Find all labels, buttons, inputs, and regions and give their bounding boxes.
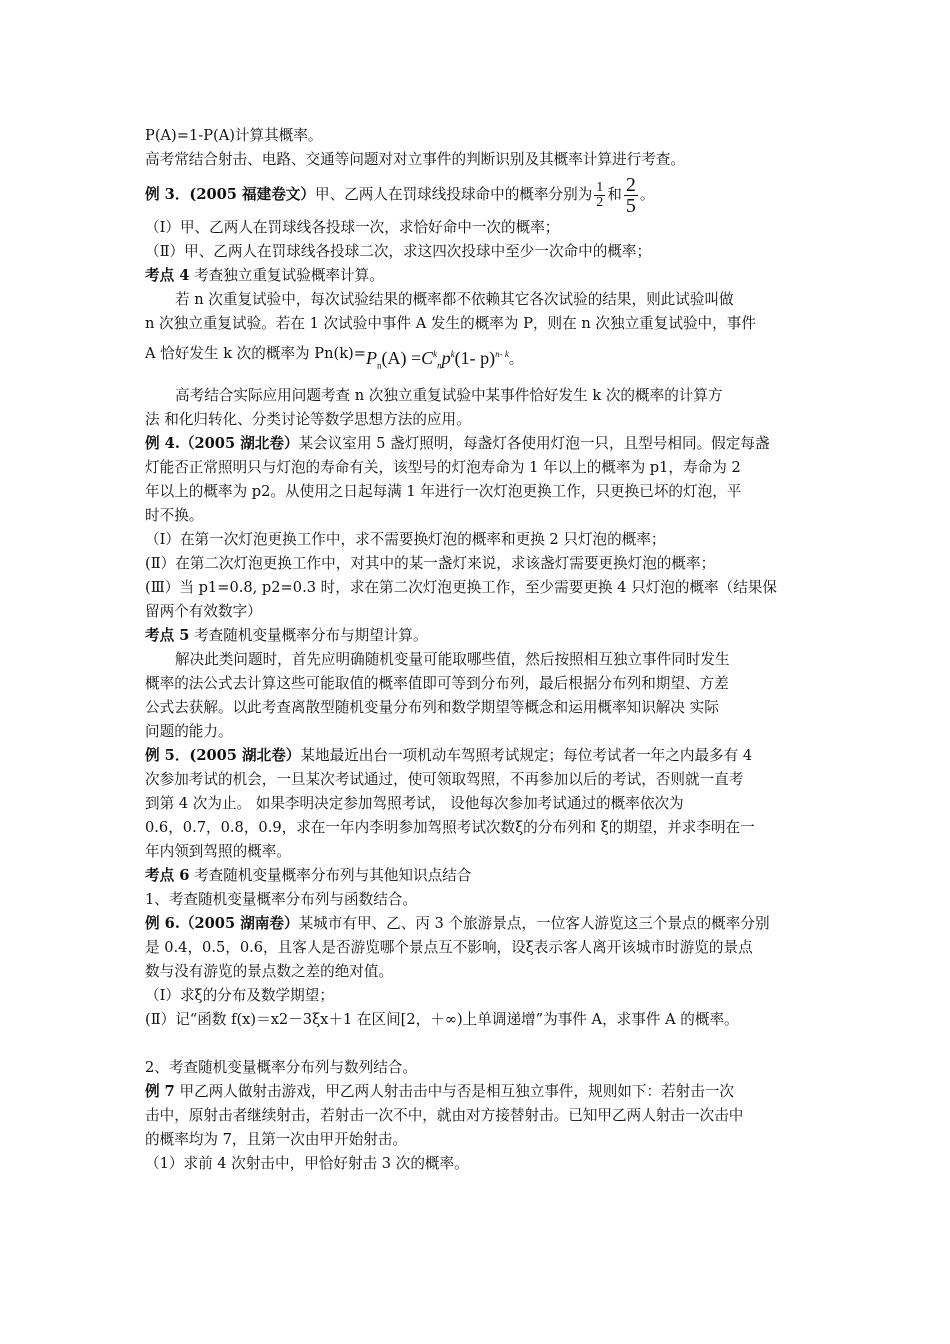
section-title: 考查独立重复试验概率计算。 (189, 267, 384, 284)
example-text: 某城市有甲、乙、丙 3 个旅游景点，一位客人游览这三个景点的概率分别 (298, 915, 770, 932)
text-line: 击中，原射击者继续射击，若射击一次不中，就由对方接替射击。已知甲乙两人射击一次击中 (145, 1107, 744, 1124)
question-line: （Ⅰ）求ξ的分布及数学期望； (145, 987, 334, 1004)
period-text: 。 (639, 186, 655, 203)
text-line: 留两个有效数字） (145, 603, 262, 620)
fraction-denominator: 2 (596, 194, 604, 210)
example-text: 甲乙两人做射击游戏，甲乙两人射击击中与否是相互独立事件，规则如下：若射击一次 (174, 1083, 735, 1100)
subsection-line: 1、考查随机变量概率分布列与函数结合。 (145, 891, 417, 908)
and-text: 和 (607, 186, 622, 203)
question-line: （Ⅱ）甲、乙两人在罚球线各投球二次，求这四次投球中至少一次命中的概率； (145, 243, 652, 260)
example-text: 某会议室用 5 盏灯照明，每盏灯各使用灯泡一只，且型号相同。假定每盏 (298, 435, 770, 452)
text-line: 的概率均为 7，且第一次由甲开始射击。 (145, 1131, 408, 1148)
formula-symbol: P (365, 348, 377, 368)
formula-symbol: (1- p) (454, 348, 496, 368)
subsection-line: 2、考查随机变量概率分布列与数列结合。 (145, 1059, 417, 1076)
question-line: (Ⅱ）记“函数 f(x)＝x2－3ξx＋1 在区间[2，＋∞)上单调递增”为事件 A，求事件 A 的概率。 (145, 1011, 739, 1028)
text-line: 问题的能力。 (145, 723, 233, 740)
example-text: 甲、乙两人在罚球线投球命中的概率分别为 (315, 186, 593, 203)
example-6-heading (145, 912, 815, 936)
formula-symbol: (A) = (381, 348, 422, 368)
fraction-numerator: 1 (596, 179, 604, 195)
section-label: 考点 6 (145, 867, 190, 884)
section-label: 考点 4 (145, 267, 190, 284)
example-5-heading (145, 744, 815, 768)
example-3-heading (145, 174, 815, 216)
formula-lead: A 恰好发生 k 次的概率为 Pn(k)= (145, 345, 366, 362)
formula-symbol: k (450, 349, 455, 359)
example-7-heading (145, 1080, 815, 1104)
section-title: 考查随机变量概率分布列与其他知识点结合 (189, 867, 472, 884)
section-label: 考点 5 (145, 627, 190, 644)
example-label: 例 7 (145, 1083, 175, 1100)
text-line: 时不换。 (145, 507, 204, 524)
formula-symbol: n (437, 360, 442, 371)
text-line: n 次独立重复试验。若在 1 次试验中事件 A 发生的概率为 P，则在 n 次独立重复试验中，事件 (145, 315, 756, 332)
text-line: 概率的法公式去计算这些可能取值的概率值即可等到分布列，最后根据分布列和期望、方差 (145, 675, 729, 692)
example-label: 例 6.（2005 湖南卷） (145, 915, 299, 932)
formula-symbol: k (433, 349, 438, 359)
text-line: 年内领到驾照的概率。 (145, 843, 291, 860)
formula-symbol: n- k (495, 349, 509, 359)
text-line: 若 n 次重复试验中，每次试验结果的概率都不依赖其它各次试验的结果，则此试验叫做 (175, 291, 734, 308)
text-line: 次参加考试的机会，一旦某次考试通过，使可领取驾照，不再参加以后的考试，否则就一直考 (145, 771, 744, 788)
example-label: 例 5．(2005 湖北卷） (145, 747, 301, 764)
example-text: 某地最近出台一项机动车驾照考试规定；每位考试者一年之内最多有 4 (300, 747, 753, 764)
binomial-formula (365, 348, 523, 371)
text-line: 高考常结合射击、电路、交通等问题对对立事件的判断识别及其概率计算进行考查。 (145, 151, 685, 168)
text-line: 法 和化归转化、分类讨论等数学思想方法的应用。 (145, 411, 471, 428)
text-line: 灯能否正常照明只与灯泡的寿命有关，该型号的灯泡寿命为 1 年以上的概率为 p1，寿命为 2 (145, 459, 741, 476)
example-4-heading (145, 432, 815, 456)
text-line: 到第 4 次为止。 如果李明决定参加驾照考试， 设他每次参加考试通过的概率依次为 (145, 795, 684, 812)
formula-symbol: n (376, 360, 382, 371)
section-heading-k5 (145, 624, 815, 648)
text-line: P(A)=1-P(A)计算其概率。 (145, 127, 323, 144)
section-title: 考查随机变量概率分布与期望计算。 (189, 627, 428, 644)
formula-line (145, 336, 815, 376)
text-line: 公式去获解。以此考查离散型随机变量分布列和数学期望等概念和运用概率知识解决 实际 (145, 699, 719, 716)
fraction-two-fifths (624, 175, 638, 216)
example-label: 例 4.（2005 湖北卷） (145, 435, 299, 452)
formula-symbol: C (421, 348, 434, 368)
blank-line (145, 1032, 815, 1056)
formula-symbol: 。 (508, 353, 523, 368)
formula-symbol: p (441, 348, 451, 368)
text-line: 数与没有游览的景点数之差的绝对值。 (145, 963, 394, 980)
document-page (145, 124, 815, 1176)
example-label: 例 3．(2005 福建卷文） (145, 186, 315, 203)
text-line: 年以上的概率为 p2。从使用之日起每满 1 年进行一次灯泡更换工作，只更换已坏的灯泡，平 (145, 483, 742, 500)
fraction-numerator: 2 (625, 173, 636, 196)
section-heading-k6 (145, 864, 815, 888)
text-line: 是 0.4，0.5，0.6，且客人是否游览哪个景点互不影响，设ξ表示客人离开该城市时游览的景点 (145, 939, 753, 956)
question-line: （Ⅰ）在第一次灯泡更换工作中，求不需要换灯泡的概率和更换 2 只灯泡的概率； (145, 531, 666, 548)
question-line: (Ⅱ）在第二次灯泡更换工作中，对其中的某一盏灯来说，求该盏灯需要更换灯泡的概率； (145, 555, 716, 572)
text-line: 高考结合实际应用问题考查 n 次独立重复试验中某事件恰好发生 k 次的概率的计算方 (175, 387, 723, 404)
text-line: 解决此类问题时，首先应明确随机变量可能取哪些值，然后按照相互独立事件同时发生 (175, 651, 730, 668)
fraction-one-half (594, 181, 605, 210)
question-line: (Ⅲ）当 p1=0.8, p2=0.3 时，求在第二次灯泡更换工作，至少需要更换 4 只灯泡的概率（结果保 (145, 579, 778, 596)
section-heading-k4 (145, 264, 815, 288)
question-line: （1）求前 4 次射击中，甲恰好射击 3 次的概率。 (145, 1155, 469, 1172)
fraction-denominator: 5 (625, 194, 636, 217)
question-line: （Ⅰ）甲、乙两人在罚球线各投球一次，求恰好命中一次的概率； (145, 219, 560, 236)
text-line: 0.6，0.7，0.8，0.9，求在一年内李明参加驾照考试次数ξ的分布列和 ξ的期望，并求李明在一 (145, 819, 755, 836)
